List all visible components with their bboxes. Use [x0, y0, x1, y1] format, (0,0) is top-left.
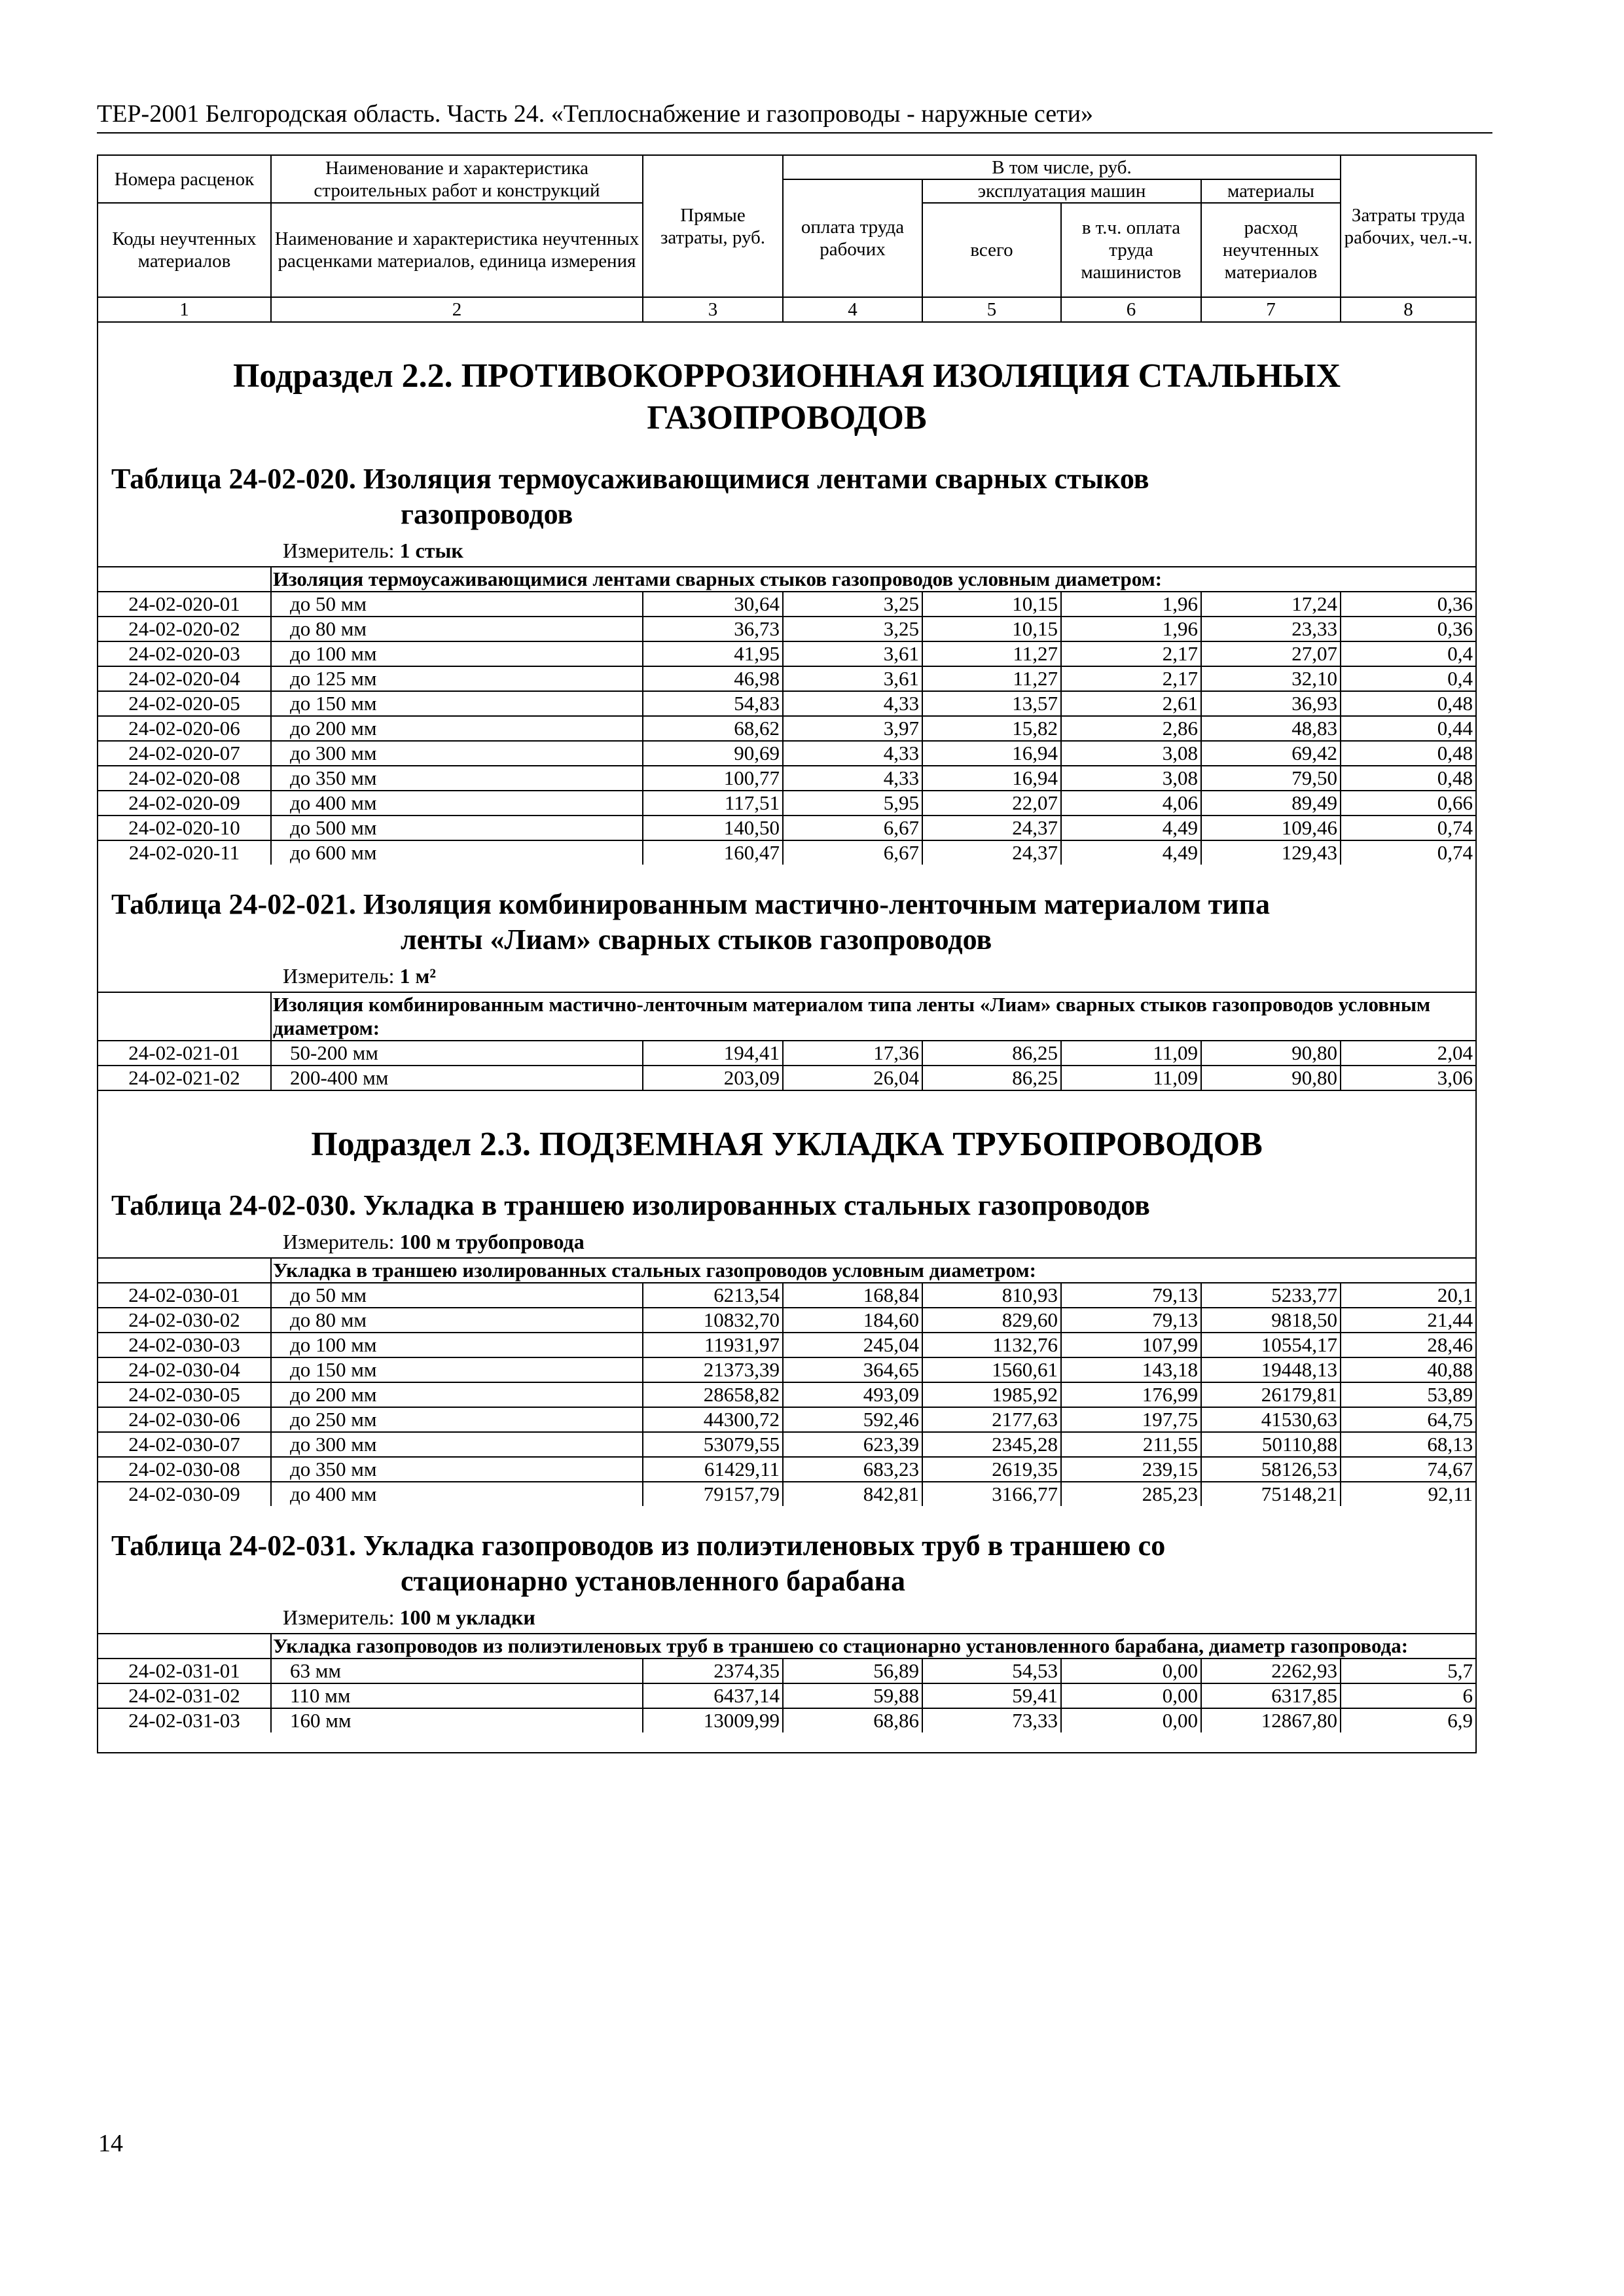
header-machine-ops: эксплуатация машин — [922, 179, 1201, 203]
work-name-cell: до 50 мм — [271, 1283, 643, 1308]
table-row — [98, 1041, 1475, 1066]
labor-hours-cell: 0,74 — [1341, 840, 1475, 865]
rate-code-cell: 24-02-020-02 — [98, 617, 271, 641]
table-row — [98, 816, 1475, 840]
unit-value: 100 м трубопровода — [399, 1230, 585, 1253]
direct-costs-cell: 11931,97 — [643, 1333, 783, 1357]
document-frame — [97, 154, 1477, 1753]
work-name-cell: до 150 мм — [271, 1357, 643, 1382]
table-row — [98, 592, 1475, 617]
column-number: 2 — [271, 297, 643, 321]
table-row — [98, 666, 1475, 691]
table-row — [98, 766, 1475, 791]
labor-pay-cell: 3,25 — [783, 592, 922, 617]
table-caption-row — [98, 992, 1475, 1041]
machine-total-cell: 2345,28 — [922, 1432, 1061, 1457]
column-number: 6 — [1061, 297, 1201, 321]
table-row — [98, 1382, 1475, 1407]
work-name-cell: до 600 мм — [271, 840, 643, 865]
rate-code-cell: 24-02-030-08 — [98, 1457, 271, 1482]
machinist-pay-cell: 176,99 — [1061, 1382, 1201, 1407]
machinist-pay-cell: 1,96 — [1061, 617, 1201, 641]
labor-hours-cell: 0,74 — [1341, 816, 1475, 840]
rate-code-cell: 24-02-020-05 — [98, 691, 271, 716]
table-title-line: Таблица 24-02-030. Укладка в траншею изолированных стальных газопроводов — [111, 1189, 1150, 1221]
rate-code-cell: 24-02-030-03 — [98, 1333, 271, 1357]
direct-costs-cell: 41,95 — [643, 641, 783, 666]
direct-costs-cell: 28658,82 — [643, 1382, 783, 1407]
column-number: 8 — [1341, 297, 1475, 321]
machinist-pay-cell: 3,08 — [1061, 766, 1201, 791]
rate-code-cell: 24-02-020-08 — [98, 766, 271, 791]
labor-hours-cell: 2,04 — [1341, 1041, 1475, 1066]
rate-code-cell: 24-02-030-09 — [98, 1482, 271, 1506]
header-labor-hours: Затраты труда рабочих, чел.-ч. — [1341, 156, 1475, 297]
labor-hours-cell: 5,7 — [1341, 1659, 1475, 1683]
direct-costs-cell: 36,73 — [643, 617, 783, 641]
work-name-cell: до 500 мм — [271, 816, 643, 840]
labor-hours-cell: 68,13 — [1341, 1432, 1475, 1457]
table-row — [98, 1708, 1475, 1732]
direct-costs-cell: 140,50 — [643, 816, 783, 840]
machine-total-cell: 13,57 — [922, 691, 1061, 716]
caption-spacer — [98, 992, 271, 1041]
rate-code-cell: 24-02-020-06 — [98, 716, 271, 741]
table-caption: Изоляция термоусаживающимися лентами сварных стыков газопроводов условным диаметром: — [271, 567, 1475, 592]
labor-pay-cell: 364,65 — [783, 1357, 922, 1382]
rate-code-cell: 24-02-030-07 — [98, 1432, 271, 1457]
materials-cell: 75148,21 — [1201, 1482, 1341, 1506]
table-row — [98, 1333, 1475, 1357]
subsection-title: Подраздел 2.3. ПОДЗЕМНАЯ УКЛАДКА ТРУБОПРОВОДОВ — [311, 1126, 1263, 1163]
direct-costs-cell: 6213,54 — [643, 1283, 783, 1308]
materials-cell: 41530,63 — [1201, 1407, 1341, 1432]
labor-hours-cell: 0,48 — [1341, 766, 1475, 791]
labor-hours-cell: 0,4 — [1341, 666, 1475, 691]
machine-total-cell: 24,37 — [922, 840, 1061, 865]
labor-pay-cell: 5,95 — [783, 791, 922, 816]
labor-hours-cell: 0,66 — [1341, 791, 1475, 816]
labor-hours-cell: 6 — [1341, 1683, 1475, 1708]
direct-costs-cell: 30,64 — [643, 592, 783, 617]
rate-code-cell: 24-02-031-02 — [98, 1683, 271, 1708]
rate-code-cell: 24-02-030-04 — [98, 1357, 271, 1382]
direct-costs-cell: 194,41 — [643, 1041, 783, 1066]
machine-total-cell: 2619,35 — [922, 1457, 1061, 1482]
table-row — [98, 691, 1475, 716]
materials-cell: 5233,77 — [1201, 1283, 1341, 1308]
machine-total-cell: 10,15 — [922, 592, 1061, 617]
table-caption: Укладка в траншею изолированных стальных газопроводов условным диаметром: — [271, 1258, 1475, 1283]
labor-pay-cell: 4,33 — [783, 741, 922, 766]
materials-cell: 26179,81 — [1201, 1382, 1341, 1407]
machinist-pay-cell: 197,75 — [1061, 1407, 1201, 1432]
direct-costs-cell: 10832,70 — [643, 1308, 783, 1333]
table-row — [98, 1357, 1475, 1382]
rate-code-cell: 24-02-020-01 — [98, 592, 271, 617]
work-name-cell: до 400 мм — [271, 791, 643, 816]
materials-cell: 90,80 — [1201, 1066, 1341, 1090]
work-name-cell: до 350 мм — [271, 766, 643, 791]
sections-container — [98, 321, 1475, 1732]
machinist-pay-cell: 4,49 — [1061, 840, 1201, 865]
materials-cell: 89,49 — [1201, 791, 1341, 816]
work-name-cell: до 300 мм — [271, 741, 643, 766]
labor-hours-cell: 40,88 — [1341, 1357, 1475, 1382]
materials-cell: 23,33 — [1201, 617, 1341, 641]
header-direct-costs: Прямые затраты, руб. — [643, 156, 783, 297]
labor-pay-cell: 3,25 — [783, 617, 922, 641]
materials-cell: 10554,17 — [1201, 1333, 1341, 1357]
labor-pay-cell: 245,04 — [783, 1333, 922, 1357]
header-unaccounted-materials: расход неучтенных материалов — [1201, 203, 1341, 297]
table-title-line: газопроводов — [401, 498, 573, 530]
labor-pay-cell: 184,60 — [783, 1308, 922, 1333]
machine-total-cell: 11,27 — [922, 666, 1061, 691]
materials-cell: 12867,80 — [1201, 1708, 1341, 1732]
rate-code-cell: 24-02-020-10 — [98, 816, 271, 840]
work-name-cell: до 250 мм — [271, 1407, 643, 1432]
unit-label: Измеритель: — [283, 964, 395, 988]
machinist-pay-cell: 0,00 — [1061, 1708, 1201, 1732]
machinist-pay-cell: 11,09 — [1061, 1066, 1201, 1090]
labor-hours-cell: 0,48 — [1341, 741, 1475, 766]
header-labor-pay: оплата труда рабочих — [783, 179, 922, 297]
table-title — [98, 1166, 1475, 1223]
materials-cell: 2262,93 — [1201, 1659, 1341, 1683]
machine-total-cell: 1132,76 — [922, 1333, 1061, 1357]
work-name-cell: до 125 мм — [271, 666, 643, 691]
header-material-codes: Коды неучтенных материалов — [98, 203, 271, 297]
machine-total-cell: 59,41 — [922, 1683, 1061, 1708]
labor-hours-cell: 21,44 — [1341, 1308, 1475, 1333]
header-machine-total: всего — [922, 203, 1061, 297]
table-row — [98, 741, 1475, 766]
caption-spacer — [98, 567, 271, 592]
table-row — [98, 1482, 1475, 1506]
table-row — [98, 1457, 1475, 1482]
direct-costs-cell: 13009,99 — [643, 1708, 783, 1732]
machinist-pay-cell: 239,15 — [1061, 1457, 1201, 1482]
labor-hours-cell: 64,75 — [1341, 1407, 1475, 1432]
work-name-cell: до 80 мм — [271, 1308, 643, 1333]
running-header: ТЕР-2001 Белгородская область. Часть 24. «Теплоснабжение и газопроводы - наружные сети» — [97, 98, 1492, 134]
machinist-pay-cell: 2,17 — [1061, 666, 1201, 691]
direct-costs-cell: 79157,79 — [643, 1482, 783, 1506]
labor-pay-cell: 68,86 — [783, 1708, 922, 1732]
machine-total-cell: 3166,77 — [922, 1482, 1061, 1506]
work-name-cell: 110 мм — [271, 1683, 643, 1708]
rate-code-cell: 24-02-021-01 — [98, 1041, 271, 1066]
direct-costs-cell: 53079,55 — [643, 1432, 783, 1457]
machine-total-cell: 73,33 — [922, 1708, 1061, 1732]
materials-cell: 58126,53 — [1201, 1457, 1341, 1482]
materials-cell: 19448,13 — [1201, 1357, 1341, 1382]
work-name-cell: 200-400 мм — [271, 1066, 643, 1090]
labor-hours-cell: 0,44 — [1341, 716, 1475, 741]
work-name-cell: 50-200 мм — [271, 1041, 643, 1066]
machine-total-cell: 22,07 — [922, 791, 1061, 816]
subsection — [98, 1090, 1475, 1732]
rate-code-cell: 24-02-021-02 — [98, 1066, 271, 1090]
work-name-cell: до 400 мм — [271, 1482, 643, 1506]
labor-pay-cell: 26,04 — [783, 1066, 922, 1090]
rate-code-cell: 24-02-030-06 — [98, 1407, 271, 1432]
machinist-pay-cell: 79,13 — [1061, 1308, 1201, 1333]
materials-cell: 36,93 — [1201, 691, 1341, 716]
materials-cell: 69,42 — [1201, 741, 1341, 766]
labor-pay-cell: 3,61 — [783, 666, 922, 691]
table-row — [98, 1308, 1475, 1333]
table-title — [98, 1506, 1475, 1599]
materials-cell: 109,46 — [1201, 816, 1341, 840]
machinist-pay-cell: 3,08 — [1061, 741, 1201, 766]
direct-costs-cell: 21373,39 — [643, 1357, 783, 1382]
labor-hours-cell: 6,9 — [1341, 1708, 1475, 1732]
unit-of-measure — [98, 958, 1475, 992]
machinist-pay-cell: 2,17 — [1061, 641, 1201, 666]
column-number: 5 — [922, 297, 1061, 321]
labor-pay-cell: 6,67 — [783, 816, 922, 840]
labor-hours-cell: 0,4 — [1341, 641, 1475, 666]
direct-costs-cell: 54,83 — [643, 691, 783, 716]
table-title-line: Таблица 24-02-021. Изоляция комбинированным мастично-ленточным материалом типа — [111, 888, 1270, 920]
table-caption: Изоляция комбинированным мастично-ленточным материалом типа ленты «Лиам» сварных стыков газопроводов условным диаметром: — [271, 992, 1475, 1041]
work-name-cell: 63 мм — [271, 1659, 643, 1683]
work-name-cell: до 300 мм — [271, 1432, 643, 1457]
table-row — [98, 617, 1475, 641]
column-number: 7 — [1201, 297, 1341, 321]
table-caption-row — [98, 1634, 1475, 1659]
machinist-pay-cell: 2,86 — [1061, 716, 1201, 741]
work-name-cell: до 200 мм — [271, 1382, 643, 1407]
machine-total-cell: 86,25 — [922, 1066, 1061, 1090]
unit-value: 1 м² — [399, 964, 436, 988]
direct-costs-cell: 90,69 — [643, 741, 783, 766]
labor-pay-cell: 592,46 — [783, 1407, 922, 1432]
column-number: 3 — [643, 297, 783, 321]
table-title-line: Таблица 24-02-020. Изоляция термоусаживающимися лентами сварных стыков — [111, 463, 1149, 495]
unit-label: Измеритель: — [283, 539, 395, 562]
machinist-pay-cell: 211,55 — [1061, 1432, 1201, 1457]
column-number: 1 — [98, 297, 271, 321]
labor-pay-cell: 56,89 — [783, 1659, 922, 1683]
labor-pay-cell: 4,33 — [783, 766, 922, 791]
direct-costs-cell: 117,51 — [643, 791, 783, 816]
work-name-cell: до 50 мм — [271, 592, 643, 617]
machine-total-cell: 24,37 — [922, 816, 1061, 840]
direct-costs-cell: 160,47 — [643, 840, 783, 865]
table-row — [98, 641, 1475, 666]
table-row — [98, 716, 1475, 741]
header-in-total: В том числе, руб. — [783, 156, 1341, 179]
header-material-names: Наименование и характеристика неучтенных расценками материалов, единица измерения — [271, 203, 643, 297]
machine-total-cell: 15,82 — [922, 716, 1061, 741]
materials-cell: 9818,50 — [1201, 1308, 1341, 1333]
machinist-pay-cell: 285,23 — [1061, 1482, 1201, 1506]
table-caption-row — [98, 1258, 1475, 1283]
table-row — [98, 791, 1475, 816]
machinist-pay-cell: 0,00 — [1061, 1659, 1201, 1683]
materials-cell: 48,83 — [1201, 716, 1341, 741]
labor-pay-cell: 4,33 — [783, 691, 922, 716]
machinist-pay-cell: 2,61 — [1061, 691, 1201, 716]
header-column-numbers — [98, 297, 1475, 321]
labor-pay-cell: 623,39 — [783, 1432, 922, 1457]
rate-code-cell: 24-02-020-09 — [98, 791, 271, 816]
labor-pay-cell: 683,23 — [783, 1457, 922, 1482]
table-title-line: ленты «Лиам» сварных стыков газопроводов — [401, 924, 992, 956]
page-number: 14 — [98, 2130, 123, 2157]
header-materials: материалы — [1201, 179, 1341, 203]
machine-total-cell: 16,94 — [922, 766, 1061, 791]
machine-total-cell: 86,25 — [922, 1041, 1061, 1066]
unit-value: 100 м укладки — [399, 1605, 535, 1629]
unit-label: Измеритель: — [283, 1605, 395, 1629]
rate-code-cell: 24-02-031-03 — [98, 1708, 271, 1732]
header-machinist-pay: в т.ч. оплата труда машинистов — [1061, 203, 1201, 297]
rate-code-cell: 24-02-020-11 — [98, 840, 271, 865]
machine-total-cell: 829,60 — [922, 1308, 1061, 1333]
materials-cell: 90,80 — [1201, 1041, 1341, 1066]
table-title-line: стационарно установленного барабана — [401, 1565, 905, 1597]
labor-pay-cell: 3,97 — [783, 716, 922, 741]
caption-spacer — [98, 1258, 271, 1283]
table-row — [98, 840, 1475, 865]
table-row — [98, 1066, 1475, 1090]
machine-total-cell: 1985,92 — [922, 1382, 1061, 1407]
rates-table — [98, 992, 1475, 1090]
rate-code-cell: 24-02-031-01 — [98, 1659, 271, 1683]
unit-label: Измеритель: — [283, 1230, 395, 1253]
direct-costs-cell: 2374,35 — [643, 1659, 783, 1683]
machinist-pay-cell: 0,00 — [1061, 1683, 1201, 1708]
materials-cell: 79,50 — [1201, 766, 1341, 791]
table-title-line: Таблица 24-02-031. Укладка газопроводов из полиэтиленовых труб в траншею со — [111, 1530, 1166, 1562]
direct-costs-cell: 203,09 — [643, 1066, 783, 1090]
rate-code-cell: 24-02-020-03 — [98, 641, 271, 666]
labor-pay-cell: 493,09 — [783, 1382, 922, 1407]
labor-pay-cell: 59,88 — [783, 1683, 922, 1708]
machine-total-cell: 1560,61 — [922, 1357, 1061, 1382]
machine-total-cell: 54,53 — [922, 1659, 1061, 1683]
header-work-name: Наименование и характеристика строительных работ и конструкций — [271, 156, 643, 203]
machine-total-cell: 11,27 — [922, 641, 1061, 666]
rates-table — [98, 566, 1475, 865]
materials-cell: 129,43 — [1201, 840, 1341, 865]
rate-code-cell: 24-02-020-04 — [98, 666, 271, 691]
direct-costs-cell: 44300,72 — [643, 1407, 783, 1432]
machinist-pay-cell: 143,18 — [1061, 1357, 1201, 1382]
work-name-cell: до 80 мм — [271, 617, 643, 641]
materials-cell: 17,24 — [1201, 592, 1341, 617]
rate-code-cell: 24-02-030-01 — [98, 1283, 271, 1308]
labor-hours-cell: 20,1 — [1341, 1283, 1475, 1308]
machinist-pay-cell: 4,49 — [1061, 816, 1201, 840]
unit-of-measure — [98, 1223, 1475, 1257]
labor-pay-cell: 17,36 — [783, 1041, 922, 1066]
work-name-cell: до 100 мм — [271, 1333, 643, 1357]
materials-cell: 27,07 — [1201, 641, 1341, 666]
table-row — [98, 1283, 1475, 1308]
machine-total-cell: 2177,63 — [922, 1407, 1061, 1432]
direct-costs-cell: 6437,14 — [643, 1683, 783, 1708]
work-name-cell: до 100 мм — [271, 641, 643, 666]
labor-pay-cell: 168,84 — [783, 1283, 922, 1308]
labor-pay-cell: 3,61 — [783, 641, 922, 666]
materials-cell: 6317,85 — [1201, 1683, 1341, 1708]
machinist-pay-cell: 79,13 — [1061, 1283, 1201, 1308]
labor-hours-cell: 74,67 — [1341, 1457, 1475, 1482]
rate-code-cell: 24-02-030-02 — [98, 1308, 271, 1333]
labor-hours-cell: 0,36 — [1341, 617, 1475, 641]
machinist-pay-cell: 4,06 — [1061, 791, 1201, 816]
subsection — [98, 321, 1475, 1090]
rates-table — [98, 1633, 1475, 1732]
table-title — [98, 439, 1475, 532]
direct-costs-cell: 61429,11 — [643, 1457, 783, 1482]
table-caption-row — [98, 567, 1475, 592]
unit-value: 1 стык — [399, 539, 463, 562]
rate-code-cell: 24-02-030-05 — [98, 1382, 271, 1407]
materials-cell: 50110,88 — [1201, 1432, 1341, 1457]
header-rate-numbers: Номера расценок — [98, 156, 271, 203]
labor-hours-cell: 0,36 — [1341, 592, 1475, 617]
work-name-cell: до 200 мм — [271, 716, 643, 741]
labor-hours-cell: 28,46 — [1341, 1333, 1475, 1357]
table-row — [98, 1659, 1475, 1683]
table-title — [98, 865, 1475, 958]
machine-total-cell: 10,15 — [922, 617, 1061, 641]
labor-hours-cell: 3,06 — [1341, 1066, 1475, 1090]
direct-costs-cell: 46,98 — [643, 666, 783, 691]
rate-code-cell: 24-02-020-07 — [98, 741, 271, 766]
table-row — [98, 1683, 1475, 1708]
subsection-title: Подраздел 2.2. ПРОТИВОКОРРОЗИОННАЯ ИЗОЛЯЦИЯ СТАЛЬНЫХ ГАЗОПРОВОДОВ — [232, 357, 1341, 437]
machinist-pay-cell: 107,99 — [1061, 1333, 1201, 1357]
machine-total-cell: 810,93 — [922, 1283, 1061, 1308]
machinist-pay-cell: 1,96 — [1061, 592, 1201, 617]
direct-costs-cell: 100,77 — [643, 766, 783, 791]
materials-cell: 32,10 — [1201, 666, 1341, 691]
column-header-table — [98, 156, 1475, 321]
work-name-cell: до 350 мм — [271, 1457, 643, 1482]
column-number: 4 — [783, 297, 922, 321]
direct-costs-cell: 68,62 — [643, 716, 783, 741]
work-name-cell: до 150 мм — [271, 691, 643, 716]
labor-hours-cell: 92,11 — [1341, 1482, 1475, 1506]
table-caption: Укладка газопроводов из полиэтиленовых труб в траншею со стационарно установленного барабана, диаметр газопровода: — [271, 1634, 1475, 1659]
table-row — [98, 1432, 1475, 1457]
unit-of-measure — [98, 1599, 1475, 1633]
labor-hours-cell: 53,89 — [1341, 1382, 1475, 1407]
rates-table — [98, 1257, 1475, 1506]
table-row — [98, 1407, 1475, 1432]
caption-spacer — [98, 1634, 271, 1659]
labor-pay-cell: 842,81 — [783, 1482, 922, 1506]
labor-pay-cell: 6,67 — [783, 840, 922, 865]
machinist-pay-cell: 11,09 — [1061, 1041, 1201, 1066]
machine-total-cell: 16,94 — [922, 741, 1061, 766]
work-name-cell: 160 мм — [271, 1708, 643, 1732]
labor-hours-cell: 0,48 — [1341, 691, 1475, 716]
unit-of-measure — [98, 532, 1475, 566]
